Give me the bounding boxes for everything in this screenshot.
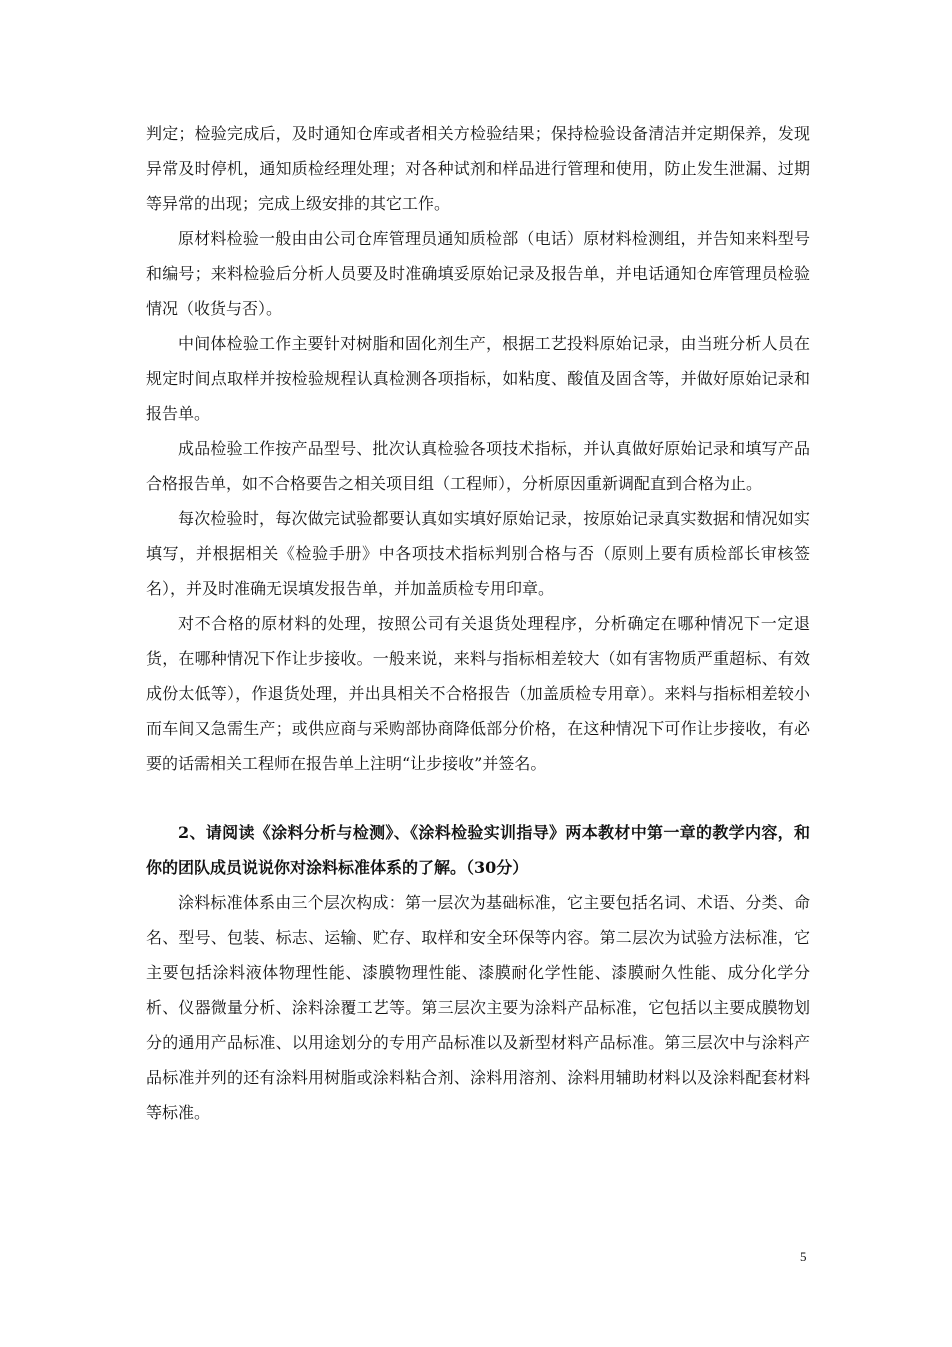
page-number: 5 [800,1249,807,1264]
paragraph-nonconforming-material: 对不合格的原材料的处理，按照公司有关退货处理程序，分析确定在哪种情况下一定退货，在哪种情况下作让步接收。一般来说，来料与指标相差较大（如有害物质严重超标、有效成份太低等），作退货处理，并出具相关不合格报告（加盖质检专用章）。来料与指标相差较小而车间又急需生产；或供应商与采购部协商降低部分价格，在这种情况下可作让步接收，有必要的话需相关工程师在报告单上注明“让步接收”并签名。 [146,614,810,773]
paragraph-raw-material-inspection: 原材料检验一般由由公司仓库管理员通知质检部（电话）原材料检测组，并告知来料型号和编号；来料检验后分析人员要及时准确填妥原始记录及报告单，并电话通知仓库管理员检验情况（收货与否）。 [146,229,810,318]
section-spacer [146,781,810,815]
paragraph-continued: 判定；检验完成后，及时通知仓库或者相关方检验结果；保持检验设备清洁并定期保养，发现异常及时停机，通知质检经理处理；对各种试剂和样品进行管理和使用，防止发生泄漏、过期等异常的出现；完成上级安排的其它工作。 [146,124,810,213]
question-heading: 2、请阅读《涂料分析与检测》、《涂料检验实训指导》两本教材中第一章的教学内容，和你的团队成员说说你对涂料标准体系的了解。（30分） [146,823,810,877]
answer-paragraph: 涂料标准体系由三个层次构成：第一层次为基础标准，它主要包括名词、术语、分类、命名、型号、包装、标志、运输、贮存、取样和安全环保等内容。第二层次为试验方法标准，它主要包括涂料液体物理性能、漆膜物理性能、漆膜耐化学性能、漆膜耐久性能、成分化学分析、仪器微量分析、涂料涂覆工艺等。第三层次主要为涂料产品标准，它包括以主要成膜物划分的通用产品标准、以用途划分的专用产品标准以及新型材料产品标准。第三层次中与涂料产品标准并列的还有涂料用树脂或涂料粘合剂、涂料用溶剂、涂料用辅助材料以及涂料配套材料等标准。 [146,893,810,1122]
paragraph-intermediate-inspection: 中间体检验工作主要针对树脂和固化剂生产，根据工艺投料原始记录，由当班分析人员在规定时间点取样并按检验规程认真检测各项指标，如粘度、酸值及固含等，并做好原始记录和报告单。 [146,334,810,423]
paragraph-inspection-records: 每次检验时，每次做完试验都要认真如实填好原始记录，按原始记录真实数据和情况如实填写，并根据相关《检验手册》中各项技术指标判别合格与否（原则上要有质检部长审核签名），并及时准确无误填发报告单，并加盖质检专用印章。 [146,509,810,598]
document-body [146,116,810,1130]
paragraph-finished-product-inspection: 成品检验工作按产品型号、批次认真检验各项技术指标，并认真做好原始记录和填写产品合格报告单，如不合格要告之相关项目组（工程师），分析原因重新调配直到合格为止。 [146,439,810,493]
